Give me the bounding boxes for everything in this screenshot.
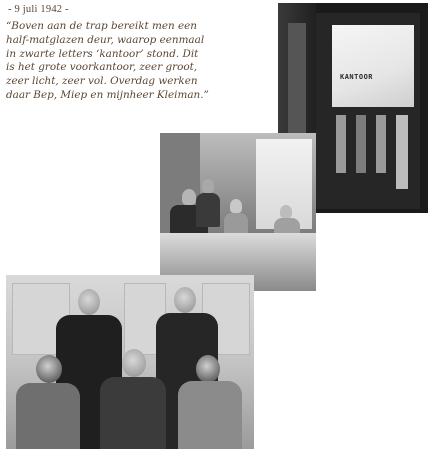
office-person-head: [182, 189, 196, 205]
photo-front-office: [160, 133, 316, 291]
portrait-head: [36, 355, 62, 383]
portrait-body: [16, 383, 80, 449]
portrait-body: [100, 377, 166, 449]
office-person-head: [202, 179, 214, 193]
portrait-head: [78, 289, 100, 315]
office-person-body: [196, 193, 220, 227]
office-person-head: [280, 205, 292, 218]
caption-quote: “Boven aan de trap bereikt men een half-matglazen deur, waarop eenmaal in zwarte letters ‘kantoor’ stond. Dit is het grote voorkantoor, zeer groot, zeer licht, zeer vol. Overdag werken daar Bep, Miep en mijnheer Kleiman.”: [6, 20, 209, 101]
door-lower-pane: [356, 115, 366, 173]
portrait-head: [122, 349, 146, 377]
office-person-head: [230, 199, 242, 213]
door-lower-pane: [336, 115, 346, 173]
portrait-head: [196, 355, 220, 383]
door-lower-pane: [376, 115, 386, 173]
caption-date: - 9 juli 1942 -: [8, 4, 69, 15]
door-lettering: KANTOOR: [340, 73, 374, 81]
door-lower-pane: [396, 115, 408, 189]
door-frosted-glass: [332, 25, 414, 107]
door-wall-highlight: [288, 23, 306, 143]
photo-group-portrait: [6, 275, 254, 449]
portrait-head: [174, 287, 196, 313]
office-person-body: [224, 213, 248, 235]
portrait-body: [178, 381, 242, 449]
